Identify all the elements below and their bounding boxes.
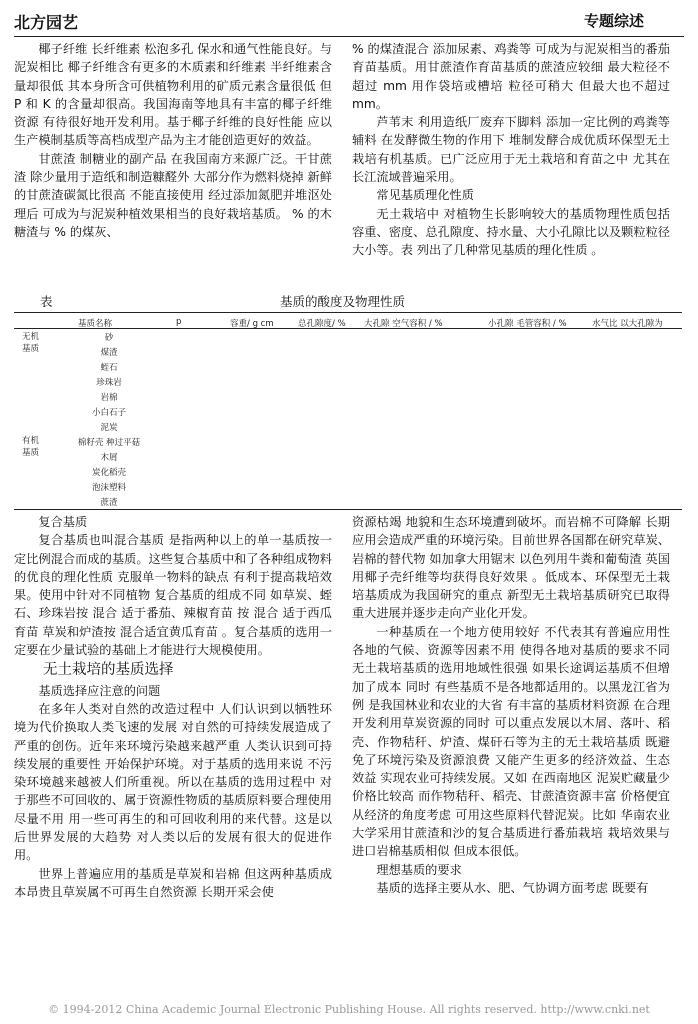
table-row: 炭化稻壳: [91, 468, 126, 478]
col-header-water-air-ratio: 水气比 以大孔隙为: [592, 319, 663, 329]
regional-paragraph: 一种基质在一个地方使用较好 不代表其有普遍应用性 各地的气候、资源等因素不用 使得各地对基质的要求不同 无土栽培基质的选用地域性很强 如果长途调运基质不但增加了成本 同时 有些基质不是各地都适用的。以黑龙江省为例 是我国林业和农业的大省 有丰富的基质材料资源 在合理开发利用草炭资源的同时 可以重点发展以木屑、落叶、稻壳、作物秸秆、炉渣、煤矸石等为主的无土栽培基质 既避免了环境污染及资源浪费 又能产生更多的经济效益、生态效益 实现农业可持续发展。又如 在西南地区 泥炭贮藏量少 价格比较高 而作物秸秆、稻壳、甘蔗渣资源丰富 价格便宜 从经济的角度考虑 可用这些原料代替泥炭。比如 华南农业大学采用甘蔗渣和沙的复合基质进行番茄栽培 栽培效果与进口岩棉基质相似 但成本很低。: [352, 624, 670, 859]
compound-substrate-paragraph: 复合基质也叫混合基质 是指两种以上的单一基质按一定比例混合而成的基质。这些复合基质中和了各种组成物料的优良的理化性质 克服单一物料的缺点 有利于提高栽培效果。使用中针对不同植物 复合基质的组成不同 如草炭、蛭石、珍珠岩按 混合 适于番茄、辣椒育苗 按 混合 适于西瓜育苗 草炭和炉渣按 混合适宜黄瓜育苗 。复合基质的选用一定要在少量试验的基础上才能进行大规模使用。: [14, 533, 332, 658]
resource-paragraph: 资源枯竭 地貌和生态环境遭到破坏。而岩棉不可降解 长期应用会造成严重的环境污染。目前世界各国都在研究草炭、岩棉的替代物 如加拿大用锯末 以色列用牛粪和葡萄渣 英国用椰子壳纤维等均获得良好效果 。低成本、环保型无土栽培基质成为我国研究的重点 新型无土栽培基质研究已取得重大进展并逐步走向产业化开发。: [352, 515, 670, 621]
table-row: 砂: [104, 333, 114, 343]
table-row: 岩棉: [100, 393, 118, 403]
page-header: [14, 10, 684, 34]
col-header-total-porosity: 总孔隙度/ %: [298, 319, 346, 329]
selection-issues-heading: 基质选择应注意的问题: [38, 683, 161, 698]
properties-paragraph: 无土栽培中 对植物生长影响较大的基质物理性质包括 容重、密度、总孔隙度、持水量、大小孔隙比以及颗粒粒径大小等。表 列出了几种常见基质的理化性质 。: [352, 206, 670, 258]
table-row: 棉籽壳 种过平菇: [77, 438, 141, 448]
ideal-substrate-heading: 理想基质的要求: [376, 862, 462, 877]
table-row: 煤渣: [100, 348, 118, 358]
compound-substrate-heading: 复合基质: [38, 515, 88, 529]
selection-issues-paragraph: 在多年人类对自然的改造过程中 人们认识到以牺牲环境为代价换取人类飞速的发展 对自然的可持续发展造成了严重的创伤。近年来环境污染越来越严重 人类认识到可持续发展的重要性 开始保护环境。对于基质的选用来说 不污染环境越来越被人们所重视。所以在基质的选用过程中 对于那些不可回收的、属于资源性物质的基质原料要合理使用 尽量不用 用一些可再生的和可回收利用的来代替。这是以后世界发展的大趋势 对人类以后的发展有很大的促进作用。: [14, 701, 332, 863]
right-column-top: [352, 40, 670, 260]
table-title: 基质的酸度及物理性质: [280, 294, 406, 309]
header-rule: [14, 36, 684, 37]
table-row: 蔗渣: [100, 498, 118, 508]
col-header-bulk-density: 容重/ g cm: [230, 319, 274, 329]
table-header-rule: [14, 328, 682, 329]
table-row: 蛭石: [100, 363, 118, 373]
journal-name: 北方园艺: [14, 13, 79, 32]
table-number: 表: [40, 294, 53, 309]
col-header-capillary: 小孔隙 毛管容积 / %: [488, 319, 567, 329]
substrate-selection-heading: 无土栽培的基质选择: [43, 662, 174, 679]
properties-heading: 常见基质理化性质: [376, 188, 474, 203]
table-top-rule: [14, 312, 682, 313]
col-header-air-space: 大孔隙 空气容积 / %: [364, 319, 443, 329]
group-inorganic: 无机 基质: [22, 332, 40, 354]
col-header-ph: p: [176, 317, 182, 327]
substrate-properties-table: [14, 310, 682, 510]
table-row: 珍珠岩: [96, 378, 122, 388]
table-row: 泥炭: [100, 423, 118, 433]
col-header-name: 基质名称: [78, 319, 113, 329]
left-column-top: [14, 40, 332, 241]
coconut-fiber-paragraph: 椰子纤维 长纤维素 松泡多孔 保水和通气性能良好。与泥炭相比 椰子纤维含有更多的木质素和纤维素 半纤维素含量却很低 其本身所含可供植物利用的矿质元素含量很低 但 P 和 K 的含量却很高。我国海南等地具有丰富的椰子纤维资源 有待很好地开发利用。基于椰子纤维的良好性能 应以生产模制基质等高档成型产品为主才能创造更好的效益。: [14, 42, 332, 148]
table-row: 木屑: [100, 453, 118, 463]
group-organic: 有机 基质: [22, 436, 40, 458]
table-row: 小白石子: [91, 408, 126, 418]
copyright-footer: © 1994-2012 China Academic Journal Electronic Publishing House. All rights reserved. http://www.cnki.net: [48, 1003, 650, 1016]
table-bottom-rule: [14, 509, 682, 510]
right-column-bottom: [352, 513, 670, 897]
ideal-substrate-paragraph: 基质的选择主要从水、肥、气协调方面考虑 既要有: [376, 880, 649, 895]
left-column-bottom: [14, 513, 332, 901]
bagasse-continued-paragraph: % 的煤渣混合 添加尿素、鸡粪等 可成为与泥炭相当的番茄育苗基质。用甘蔗渣作育苗基质的蔗渣应较细 最大粒径不超过 mm 用作袋培或槽培 粒径可稍大 但最大也不超过 mm。: [352, 42, 670, 111]
reed-paragraph: 芦苇末 利用造纸厂废弃下脚料 添加一定比例的鸡粪等辅料 在发酵微生物的作用下 堆制发酵合成优质环保型无土栽培有机基质。已广泛应用于无土栽培和育苗之中 尤其在长江流域普遍采用。: [352, 115, 670, 185]
section-name: 专题综述: [583, 12, 644, 30]
bagasse-paragraph: 甘蔗渣 制糖业的副产品 在我国南方来源广泛。干甘蔗渣 除少量用于造纸和制造糠醛外 大部分作为燃料烧掉 新鲜的甘蔗渣碳氮比很高 不能直接使用 经过添加氮肥并堆沤处理后 可成为与泥炭种植效果相当的良好栽培基质。 % 的木糖渣与 % 的煤灰、: [14, 151, 332, 239]
table-row: 泡沫塑料: [91, 483, 126, 493]
world-substrates-paragraph: 世界上普遍应用的基质是草炭和岩棉 但这两种基质成本昂贵且草炭属不可再生自然资源 长期开采会使: [14, 866, 332, 899]
